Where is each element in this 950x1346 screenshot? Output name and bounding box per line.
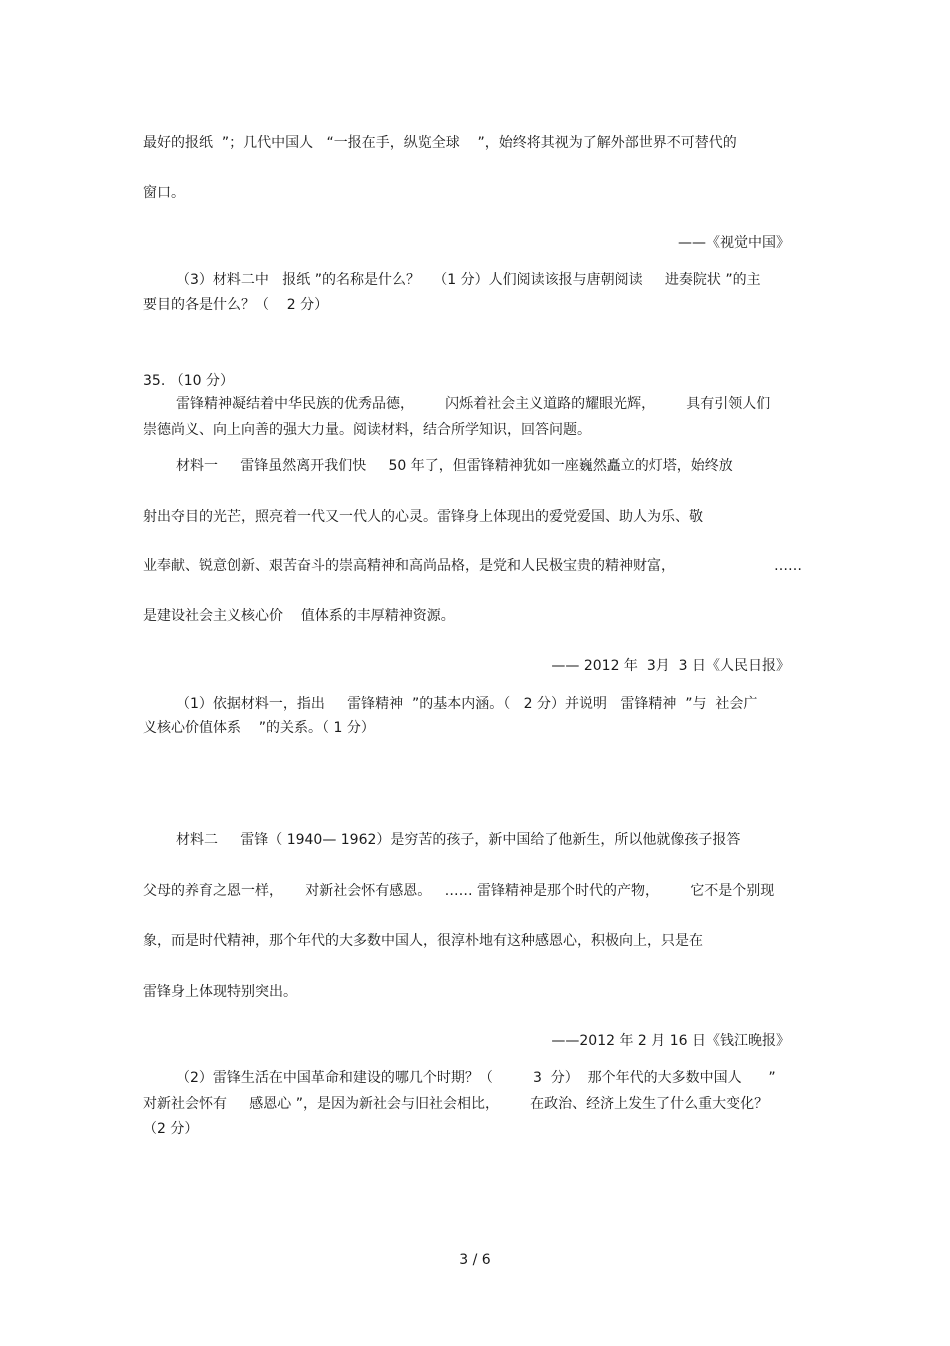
text-line: 窗口。 xyxy=(143,185,185,201)
text-line: …… xyxy=(774,558,802,574)
source-citation: —— 2012 年 3月 3 日《人民日报》 xyxy=(551,658,790,674)
source-citation: ——2012 年 2 月 16 日《钱江晚报》 xyxy=(551,1033,790,1049)
text-line: 是建设社会主义核心价 值体系的丰厚精神资源。 xyxy=(143,608,455,624)
page-number: 3 / 6 xyxy=(459,1252,491,1268)
text-line: 义核心价值体系 ”的关系。（ 1 分） xyxy=(143,720,375,736)
text-line: （2 分） xyxy=(143,1121,199,1137)
text-line: （3）材料二中 报纸 ”的名称是什么？ （1 分）人们阅读该报与唐朝阅读 进奏院状 ”的主 xyxy=(176,272,761,288)
text-line: 父母的养育之恩一样， 对新社会怀有感恩。 …… 雷锋精神是那个时代的产物， 它不是个别现 xyxy=(143,883,775,899)
source-citation: ——《视觉中国》 xyxy=(678,235,790,251)
text-line: 象，而是时代精神，那个年代的大多数中国人，很淳朴地有这种感恩心，积极向上，只是在 xyxy=(143,933,703,949)
text-line: 要目的各是什么？（ 2 分） xyxy=(143,297,329,313)
text-line: 雷锋身上体现特别突出。 xyxy=(143,984,297,1000)
text-line: 崇德尚义、向上向善的强大力量。阅读材料，结合所学知识，回答问题。 xyxy=(143,422,591,438)
text-line: 最好的报纸 ”；几代中国人 “一报在手，纵览全球 ”，始终将其视为了解外部世界不可替代的 xyxy=(143,135,737,151)
question-header: 35. （10 分） xyxy=(143,373,234,389)
text-line: 业奉献、锐意创新、艰苦奋斗的崇高精神和高尚品格，是党和人民极宝贵的精神财富， xyxy=(143,558,675,574)
text-line: 材料一 雷锋虽然离开我们快 50 年了，但雷锋精神犹如一座巍然矗立的灯塔，始终放 xyxy=(176,458,733,474)
text-line: （2）雷锋生活在中国革命和建设的哪几个时期？（ 3 分） 那个年代的大多数中国人 ” xyxy=(176,1070,776,1086)
text-line: 雷锋精神凝结着中华民族的优秀品德， 闪烁着社会主义道路的耀眼光辉， 具有引领人们 xyxy=(176,396,771,412)
text-line: 射出夺目的光芒，照亮着一代又一代人的心灵。雷锋身上体现出的爱党爱国、助人为乐、敬 xyxy=(143,509,703,525)
text-line: （1）依据材料一，指出 雷锋精神 ”的基本内涵。（ 2 分）并说明 雷锋精神 ”与 社会广 xyxy=(176,696,758,712)
text-line: 材料二 雷锋（ 1940— 1962）是穷苦的孩子，新中国给了他新生，所以他就像孩子报答 xyxy=(176,832,741,848)
text-line: 对新社会怀有 感恩心 ”，是因为新社会与旧社会相比， 在政治、经济上发生了什么重大变化？ xyxy=(143,1096,769,1112)
